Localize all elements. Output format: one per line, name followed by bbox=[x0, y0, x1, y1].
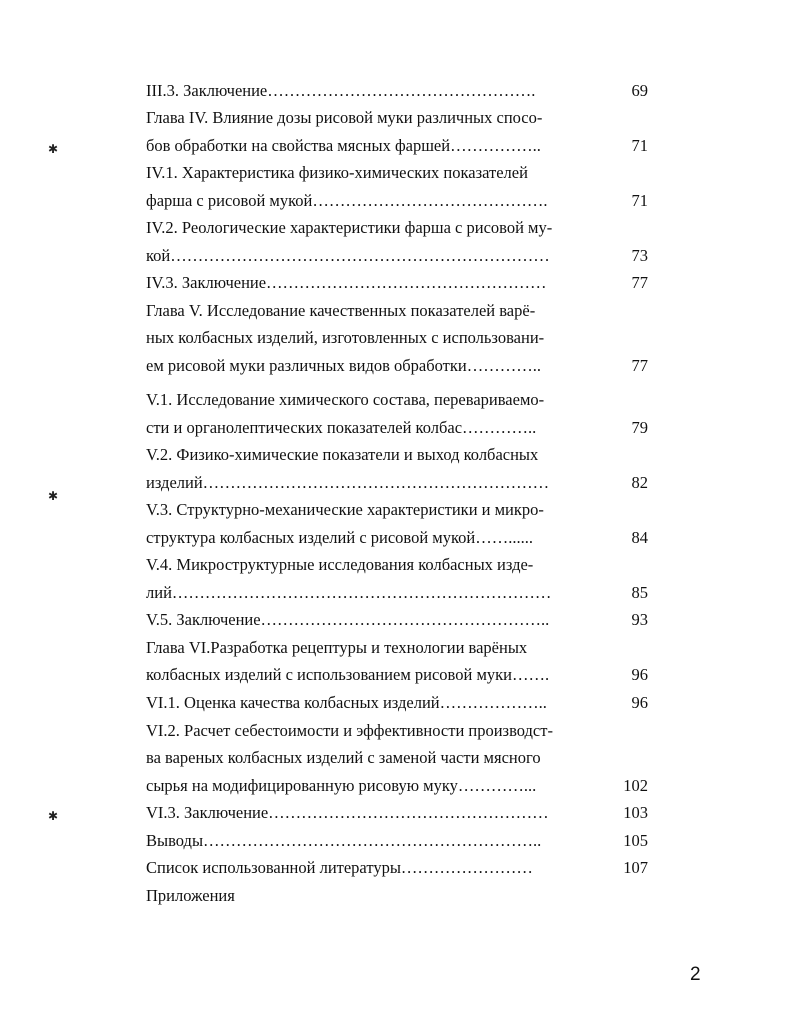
toc-line: ва вареных колбасных изделий с заменой части мясного bbox=[146, 748, 541, 767]
toc-line: бов обработки на свойства мясных фаршей…………….. bbox=[146, 136, 541, 155]
toc-line: IV.1. Характеристика физико-химических показателей bbox=[146, 163, 528, 182]
binding-hole-mark-icon: ✱ bbox=[48, 809, 59, 823]
toc-line: изделий……………………………………………………… bbox=[146, 473, 550, 492]
toc-page-number: 77 bbox=[631, 356, 648, 375]
toc-line: сырья на модифицированную рисовую муку…………... bbox=[146, 776, 537, 795]
toc-line: V.2. Физико-химические показатели и выход колбасных bbox=[146, 445, 539, 464]
page-number: 2 bbox=[690, 964, 701, 985]
toc-page-number: 103 bbox=[623, 803, 648, 822]
toc-page-number: 105 bbox=[623, 831, 648, 850]
toc-page-number: 69 bbox=[631, 81, 648, 100]
toc-line: IV.3. Заключение…………………………………………… bbox=[146, 273, 547, 292]
toc-line: Список использованной литературы…………………… bbox=[146, 858, 533, 877]
toc-page-number: 79 bbox=[631, 418, 648, 437]
toc-page-number: 102 bbox=[623, 776, 648, 795]
toc-page-number: 71 bbox=[631, 191, 648, 210]
toc-line: VI.2. Расчет себестоимости и эффективности производст- bbox=[146, 721, 553, 740]
toc-line: ных колбасных изделий, изготовленных с использовани- bbox=[146, 328, 545, 347]
toc-line: лий…………………………………………………………… bbox=[146, 583, 552, 602]
toc-line: V.4. Микроструктурные исследования колбасных изде- bbox=[146, 555, 534, 574]
toc-page-number: 73 bbox=[631, 246, 648, 265]
toc-line: V.5. Заключение…………………………………………….. bbox=[146, 610, 550, 629]
toc-line: VI.3. Заключение…………………………………………… bbox=[146, 803, 549, 822]
toc-line: III.3. Заключение…………………………………………. bbox=[146, 81, 536, 100]
binding-hole-mark-icon: ✱ bbox=[48, 489, 59, 503]
toc-page-number: 85 bbox=[631, 583, 648, 602]
toc-line: кой…………………………………………………………… bbox=[146, 246, 550, 265]
toc-page-number: 82 bbox=[631, 473, 648, 492]
toc-line: фарша с рисовой мукой……………………………………. bbox=[146, 191, 548, 210]
toc-line: Глава V. Исследование качественных показателей варё- bbox=[146, 301, 536, 320]
toc-line: Глава VI.Разработка рецептуры и технологии варёных bbox=[146, 638, 528, 657]
toc-line: VI.1. Оценка качества колбасных изделий……………….. bbox=[146, 693, 547, 712]
toc-page-number: 96 bbox=[631, 693, 648, 712]
toc-line: IV.2. Реологические характеристики фарша с рисовой му- bbox=[146, 218, 553, 237]
toc-line: Приложения bbox=[146, 886, 235, 905]
toc-line: колбасных изделий с использованием рисовой муки……. bbox=[146, 665, 550, 684]
toc-page-number: 93 bbox=[631, 610, 648, 629]
toc-line: V.3. Структурно-механические характеристики и микро- bbox=[146, 500, 544, 519]
toc-line: Выводы…………………………………………………….. bbox=[146, 831, 542, 850]
toc-line: Глава IV. Влияние дозы рисовой муки различных спосо- bbox=[146, 108, 543, 127]
toc-line: структура колбасных изделий с рисовой мукой……...... bbox=[146, 528, 534, 547]
binding-hole-mark-icon: ✱ bbox=[48, 142, 59, 156]
toc-page-number: 77 bbox=[631, 273, 648, 292]
toc-page-number: 71 bbox=[631, 136, 648, 155]
toc-line: ем рисовой муки различных видов обработки………….. bbox=[146, 356, 541, 375]
toc-line: сти и органолептических показателей колбас………….. bbox=[146, 418, 537, 437]
toc-page-number: 96 bbox=[631, 665, 648, 684]
toc-page-number: 84 bbox=[631, 528, 648, 547]
toc-page-number: 107 bbox=[623, 858, 648, 877]
toc-line: V.1. Исследование химического состава, перевариваемо- bbox=[146, 390, 545, 409]
